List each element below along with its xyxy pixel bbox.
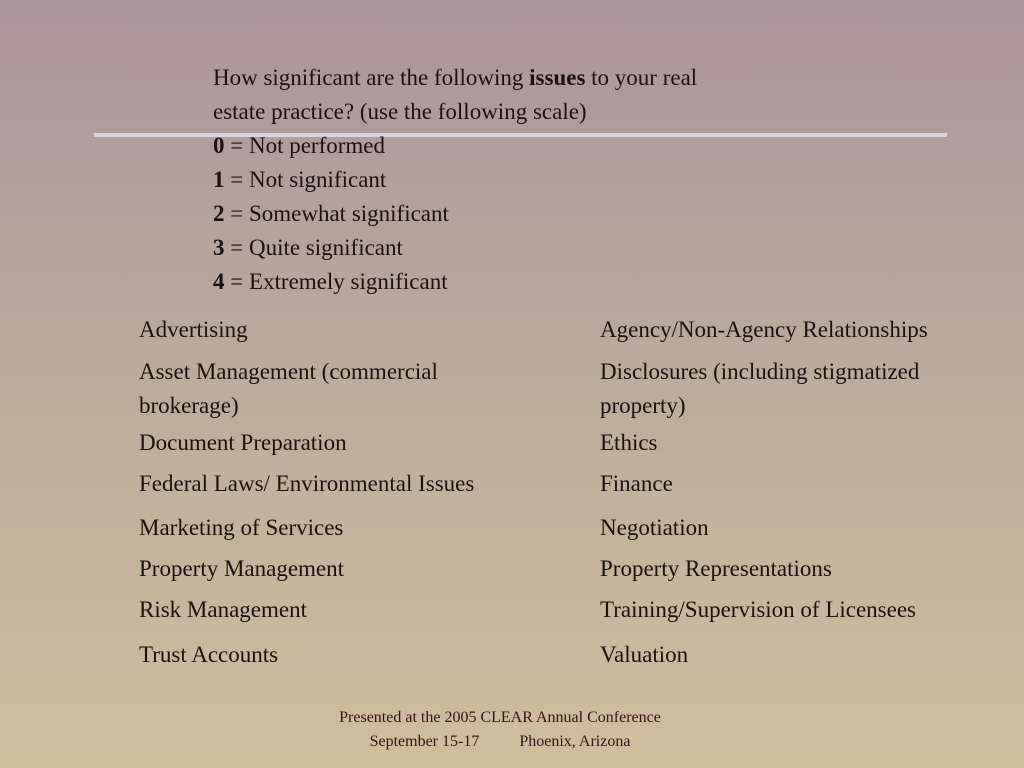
issue-document-preparation: Document Preparation — [139, 430, 347, 455]
issue-training-supervision: Training/Supervision of Licensees — [600, 597, 917, 622]
scale-row-3 — [213, 231, 449, 265]
scale-number: 3 — [213, 235, 225, 260]
scale-number: 4 — [213, 269, 225, 294]
question-text — [213, 61, 853, 129]
scale-number: 1 — [213, 167, 225, 192]
issue-advertising: Advertising — [139, 317, 248, 342]
issue-asset-management-cont: brokerage) — [139, 393, 239, 418]
rating-scale — [213, 129, 449, 299]
footer-details — [0, 730, 1000, 754]
footer-dates: September 15-17 — [369, 733, 480, 750]
issue-risk-management: Risk Management — [139, 597, 307, 622]
scale-number: 0 — [213, 133, 225, 158]
scale-label: = Somewhat significant — [224, 201, 449, 226]
question-part-2: to your real — [585, 65, 698, 90]
question-line-2: estate practice? (use the following scale) — [213, 99, 587, 124]
question-line-1 — [213, 61, 853, 95]
issue-disclosures-cont: property) — [600, 393, 686, 418]
scale-row-2 — [213, 197, 449, 231]
issue-disclosures: Disclosures (including stigmatized — [600, 359, 920, 384]
scale-row-1 — [213, 163, 449, 197]
scale-label: = Extremely significant — [224, 269, 448, 294]
issue-property-management: Property Management — [139, 556, 345, 581]
question-emphasis: issues — [529, 65, 586, 90]
issue-agency-relationships: Agency/Non-Agency Relationships — [600, 317, 928, 342]
issue-trust-accounts: Trust Accounts — [139, 642, 279, 667]
issue-negotiation: Negotiation — [600, 515, 709, 540]
issue-property-representations: Property Representations — [600, 556, 832, 581]
scale-label: = Quite significant — [224, 235, 403, 260]
scale-row-4 — [213, 265, 449, 299]
issue-ethics: Ethics — [600, 430, 658, 455]
footer-conference: Presented at the 2005 CLEAR Annual Conference — [339, 709, 661, 726]
issue-asset-management: Asset Management (commercial — [139, 359, 438, 384]
issue-federal-laws: Federal Laws/ Environmental Issues — [139, 471, 475, 496]
scale-label: = Not significant — [224, 167, 387, 192]
scale-label: = Not performed — [224, 133, 386, 158]
scale-number: 2 — [213, 201, 225, 226]
issue-marketing-of-services: Marketing of Services — [139, 515, 344, 540]
issue-valuation: Valuation — [600, 642, 689, 667]
question-part-1: How significant are the following — [213, 65, 530, 90]
scale-row-0 — [213, 129, 449, 163]
footer-location: Phoenix, Arizona — [519, 733, 631, 750]
issue-finance: Finance — [600, 471, 673, 496]
